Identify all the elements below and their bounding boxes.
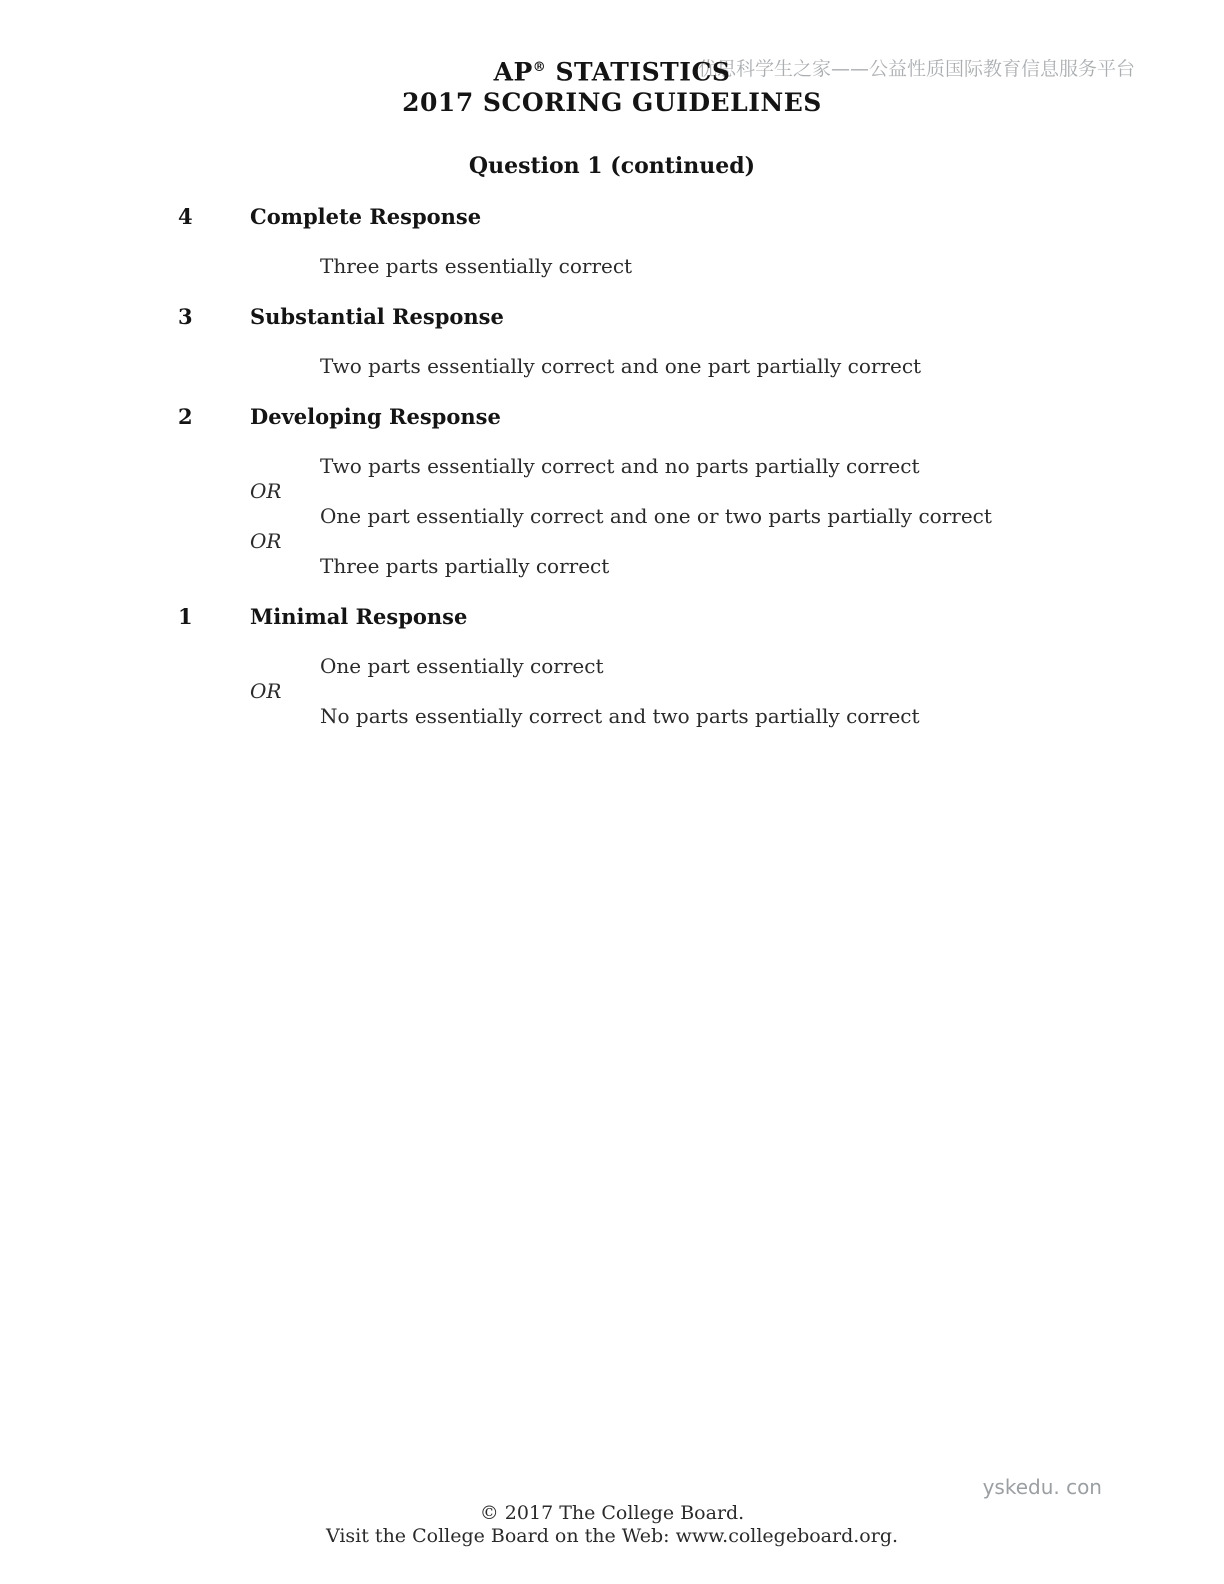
title-statistics: STATISTICS bbox=[546, 57, 731, 87]
score-value: 1 bbox=[178, 604, 193, 630]
score-value: 3 bbox=[178, 304, 193, 330]
or-separator: OR bbox=[250, 679, 282, 704]
page-header bbox=[0, 0, 1224, 181]
scoring-sections bbox=[0, 181, 1224, 729]
section-heading: Complete Response bbox=[250, 204, 482, 230]
score-section-complete bbox=[178, 204, 1134, 279]
section-head bbox=[178, 404, 1134, 429]
score-section-substantial bbox=[178, 304, 1134, 379]
page-footer bbox=[0, 1502, 1224, 1548]
section-head bbox=[178, 204, 1134, 229]
title-ap: AP bbox=[493, 57, 533, 87]
score-value: 2 bbox=[178, 404, 193, 430]
copyright-line: © 2017 The College Board. bbox=[479, 1502, 745, 1524]
section-head bbox=[178, 304, 1134, 329]
score-value: 4 bbox=[178, 204, 193, 230]
website-line: Visit the College Board on the Web: www.collegeboard.org. bbox=[325, 1525, 899, 1547]
header-chinese-watermark: 优思科学生之家——公益性质国际教育信息服务平台 bbox=[698, 58, 1136, 80]
criteria-line: Two parts essentially correct and one part partially correct bbox=[320, 354, 922, 379]
criteria-line: No parts essentially correct and two parts partially correct bbox=[320, 704, 920, 729]
question-subtitle: Question 1 (continued) bbox=[468, 153, 756, 180]
section-heading: Minimal Response bbox=[250, 604, 468, 630]
criteria-line: One part essentially correct bbox=[320, 654, 604, 679]
or-separator: OR bbox=[250, 529, 282, 554]
criteria-line: Three parts essentially correct bbox=[320, 254, 633, 279]
section-heading: Developing Response bbox=[250, 404, 501, 430]
score-section-developing bbox=[178, 404, 1134, 579]
score-section-minimal bbox=[178, 604, 1134, 729]
page-title-line2: 2017 SCORING GUIDELINES bbox=[402, 88, 822, 118]
criteria-line: One part essentially correct and one or two parts partially correct bbox=[320, 504, 992, 529]
criteria-line: Three parts partially correct bbox=[320, 554, 610, 579]
registered-trademark-symbol: ® bbox=[532, 60, 547, 75]
section-head bbox=[178, 604, 1134, 629]
or-separator: OR bbox=[250, 479, 282, 504]
criteria-line: Two parts essentially correct and no parts partially correct bbox=[320, 454, 920, 479]
section-heading: Substantial Response bbox=[250, 304, 504, 330]
footer-site-watermark: yskedu. con bbox=[982, 1475, 1102, 1499]
page-title-line1 bbox=[0, 52, 1224, 87]
